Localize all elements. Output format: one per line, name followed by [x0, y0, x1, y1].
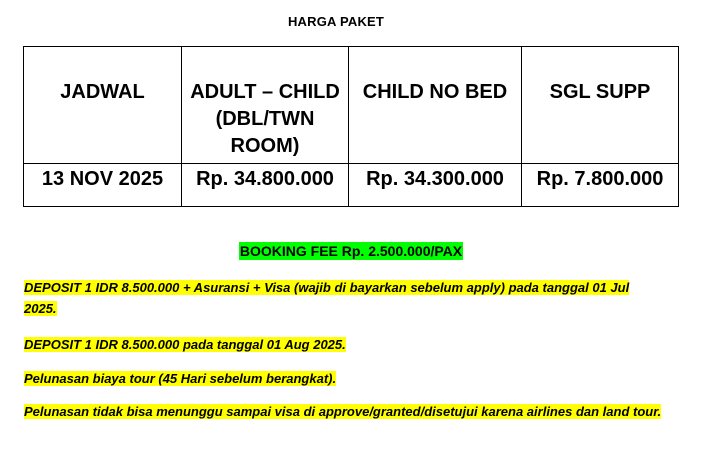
table-row — [24, 164, 679, 207]
document-title: HARGA PAKET — [287, 14, 385, 29]
header-child-no-bed: CHILD NO BED — [349, 47, 522, 164]
header-adult-child: ADULT – CHILD (DBL/TWN ROOM) — [182, 47, 349, 164]
cell-jadwal: 13 NOV 2025 — [24, 164, 182, 207]
note-text: DEPOSIT 1 IDR 8.500.000 + Asuransi + Visa (wajib di bayarkan sebelum apply) pada tanggal 01 Jul 2025. — [24, 280, 630, 316]
note-text: DEPOSIT 1 IDR 8.500.000 pada tanggal 01 Aug 2025. — [24, 337, 346, 352]
header-sgl-supp: SGL SUPP — [522, 47, 679, 164]
cell-adult-child-price: Rp. 34.800.000 — [182, 164, 349, 207]
header-jadwal: JADWAL — [24, 47, 182, 164]
note-deposit-1 — [24, 277, 664, 319]
note-text: Pelunasan tidak bisa menunggu sampai visa di approve/granted/disetujui karena airlines dan land tour. — [24, 404, 662, 419]
note-text: Pelunasan biaya tour (45 Hari sebelum berangkat). — [24, 371, 337, 386]
note-deposit-2 — [24, 334, 664, 355]
table-header-row — [24, 47, 679, 164]
price-table — [23, 46, 679, 207]
booking-fee-text: BOOKING FEE Rp. 2.500.000/PAX — [239, 243, 463, 259]
cell-sgl-supp-price: Rp. 7.800.000 — [522, 164, 679, 207]
note-pelunasan-visa — [24, 401, 664, 422]
note-pelunasan — [24, 368, 664, 389]
booking-fee-line — [0, 241, 702, 261]
cell-child-no-bed-price: Rp. 34.300.000 — [349, 164, 522, 207]
